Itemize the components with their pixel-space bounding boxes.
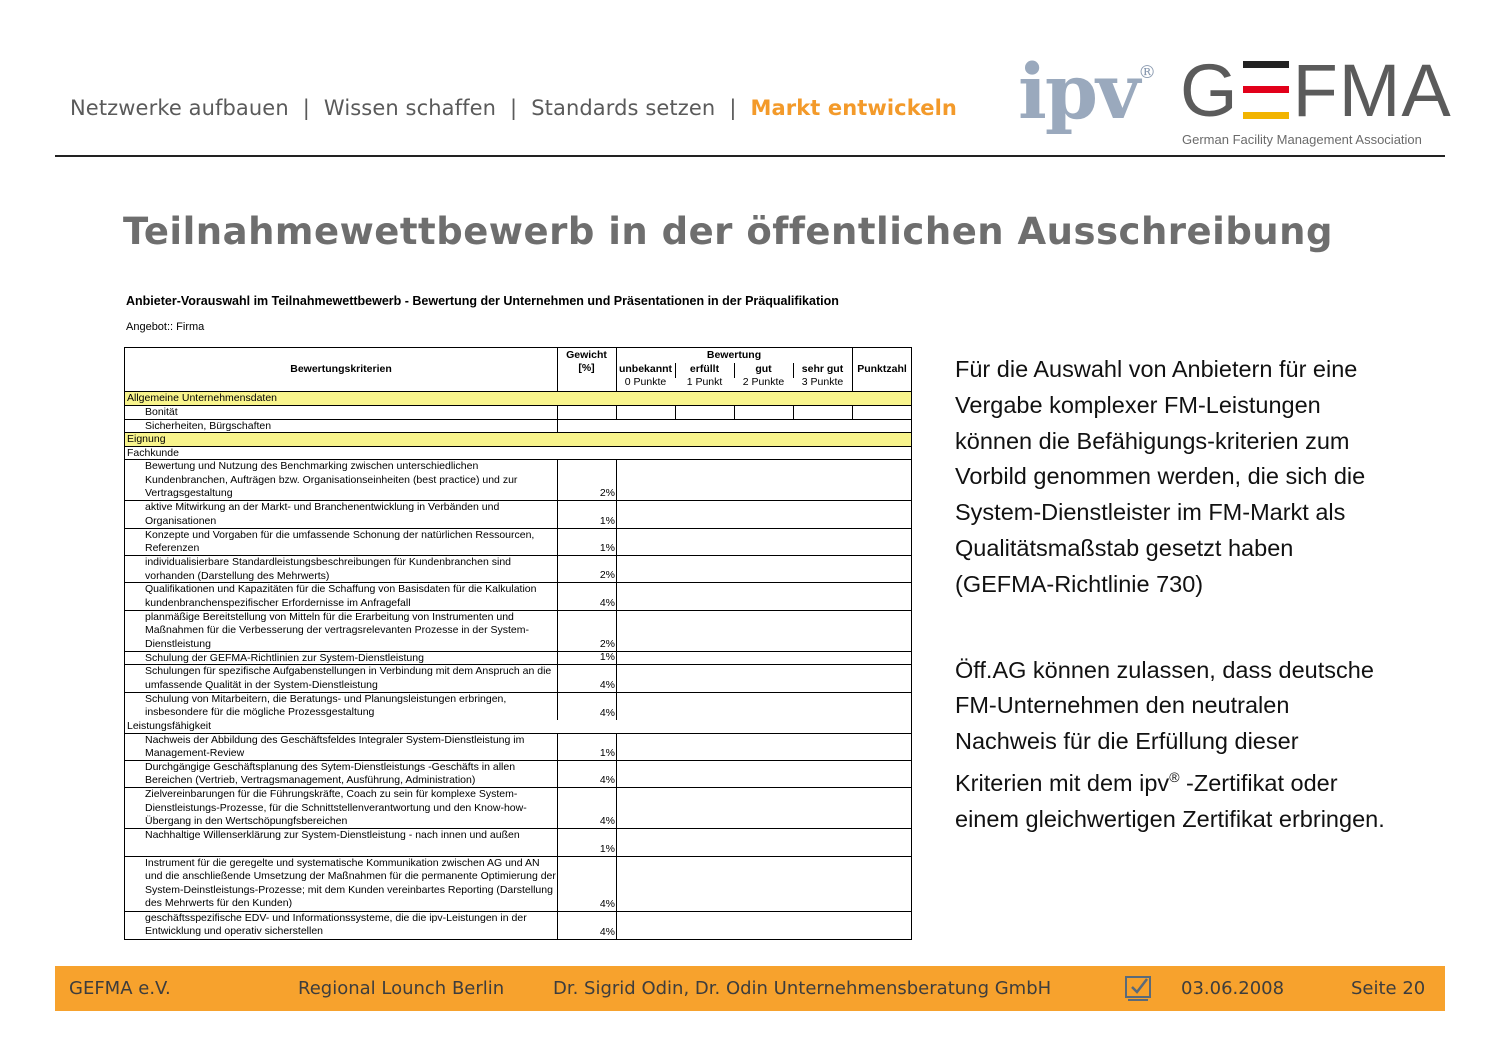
subsection-capability: Leistungsfähigkeit xyxy=(125,720,911,734)
footer-date: 03.06.2008 xyxy=(1181,978,1285,999)
footer-org: GEFMA e.V. xyxy=(69,978,171,999)
section-suitability: Eignung xyxy=(125,433,911,447)
evaluation-table xyxy=(124,347,912,940)
criterion-text: Instrument für die geregelte und systematische Kommunikation zwischen AG und AN und die anschließende Umsetzung der Maßnahmen für die permanente Optimierung der System-Deinstleistungs-Prozesse; mit dem Kunden vereinbartes Reporting (Darstellung des Mehrwerts für den Kunden) xyxy=(145,856,556,910)
checkbox-logo-icon xyxy=(1123,974,1153,1004)
table-row xyxy=(125,788,911,829)
header-very-good: sehr gut 3 Punkte xyxy=(801,363,844,388)
header-weight: Gewicht [%] xyxy=(566,349,607,374)
header-fulfilled: erfüllt 1 Punkt xyxy=(686,363,723,388)
header-criteria: Bewertungskriterien xyxy=(290,363,392,375)
section-general: Allgemeine Unternehmensdaten xyxy=(125,392,911,406)
criterion-text: Schulung der GEFMA-Richtlinien zur System-Dienstleistung xyxy=(145,651,424,664)
table-row xyxy=(125,665,911,693)
criterion-weight: 2% xyxy=(599,487,615,499)
nav-separator: | xyxy=(729,96,737,120)
table-header xyxy=(125,348,911,392)
table-row xyxy=(125,460,911,501)
footer-speaker: Dr. Sigrid Odin, Dr. Odin Unternehmensberatung GmbH xyxy=(553,978,1052,999)
criterion-text: planmäßige Bereitstellung von Mitteln für die Erarbeitung von Instrumenten und Maßnahmen für die Verbesserung der vertragsrelevanten Prozesse in der System-Dienstleistung xyxy=(145,610,530,650)
criterion-weight: 1% xyxy=(599,746,615,759)
tagline-nav xyxy=(70,96,957,120)
nav-item: Wissen schaffen xyxy=(323,96,497,120)
nav-separator: | xyxy=(302,96,310,120)
footer-page-number: Seite 20 xyxy=(1351,978,1426,999)
header-divider xyxy=(55,155,1445,157)
criterion-weight: 4% xyxy=(599,596,615,609)
criterion-weight: 4% xyxy=(599,774,615,786)
footer-event: Regional Lounch Berlin xyxy=(298,978,505,999)
footer-bar xyxy=(55,966,1445,1011)
criterion-weight: 1% xyxy=(599,651,615,663)
table-heading: Anbieter-Vorauswahl im Teilnahmewettbewerb - Bewertung der Unternehmen und Präsentationen in der Präqualifikation xyxy=(126,294,839,308)
criterion-text: Konzepte und Vorgaben für die umfassende Schonung der natürlichen Ressourcen, Referenzen xyxy=(145,528,535,555)
table-row xyxy=(125,829,911,857)
table-row xyxy=(125,912,911,939)
nav-item: Netzwerke aufbauen xyxy=(70,96,289,120)
criterion-text: Qualifikationen und Kapazitäten für die Schaffung von Basisdaten für die Kalkulation kundenbranchenspezifischer Erfordernisse im Anfragefall xyxy=(145,583,537,609)
nav-separator: | xyxy=(510,96,518,120)
header-score: Punktzahl xyxy=(857,363,907,375)
criterion-text: Zielvereinbarungen für die Führungskräfte, Coach zu sein für komplexe System-Dienstleistungs-Prozesse, für die Schnittstellenverantwortung und den Know-how-Übergang in den Wertschöpungfsbereichen xyxy=(145,788,527,828)
criterion-text: Nachweis der Abbildung des Geschäftsfeldes Integraler System-Dienstleistung im Management-Review xyxy=(145,733,525,760)
explanation-text xyxy=(955,352,1385,837)
criterion-weight: 1% xyxy=(599,542,615,554)
table-row xyxy=(125,693,911,721)
criterion-weight: 2% xyxy=(599,569,615,581)
gefma-subtitle: German Facility Management Association xyxy=(1182,132,1422,147)
criterion-text: aktive Mitwirkung an der Markt- und Branchenentwicklung in Verbänden und Organisationen xyxy=(145,501,500,527)
criterion-weight: 4% xyxy=(599,815,615,827)
criterion-weight: 2% xyxy=(599,637,615,650)
explanation-paragraph-1: Für die Auswahl von Anbietern für eine Vergabe komplexer FM-Leistungen können die Befähigungs-kriterien zum Vorbild genommen werden, die sich die System-Dienstleister im FM-Markt als Qualitätsmaßstab gesetzt haben (GEFMA-Richtlinie 730) xyxy=(955,356,1366,597)
criterion-text: individualisierbare Standardleistungsbeschreibungen für Kundenbranchen sind vorhanden (Darstellung des Mehrwerts) xyxy=(145,556,511,582)
table-row xyxy=(125,583,911,611)
slide-title: Teilnahmewettbewerb in der öffentlichen Ausschreibung xyxy=(123,210,1333,253)
nav-item-active: Markt entwickeln xyxy=(750,96,957,120)
criterion-weight: 4% xyxy=(599,897,615,910)
criterion-text: Schulung von Mitarbeitern, die Beratungs- und Planungsleistungen erbringen, insbesondere für die mögliche Prozessgestaltung xyxy=(145,692,507,719)
table-row xyxy=(125,529,911,557)
ipv-logo: ipv® xyxy=(1018,47,1157,136)
criterion-weight: 4% xyxy=(599,707,615,719)
header-rating: Bewertung xyxy=(706,349,762,361)
table-row xyxy=(125,611,911,652)
ipv-registered-mark: ® xyxy=(1138,62,1157,83)
explanation-paragraph-2: Öff.AG können zulassen, dass deutsche FM-Unternehmen den neutralen Nachweis für die Erfüllung dieser Kriterien mit dem ipv® -Zertifikat oder einem gleichwertigen Zertifikat erbringen. xyxy=(955,656,1385,832)
gefma-e-stripes-icon xyxy=(1243,61,1289,119)
header-good: gut 2 Punkte xyxy=(742,363,785,388)
criterion-weight: 4% xyxy=(599,925,615,938)
criterion-text: Durchgängige Geschäftsplanung des Sytem-Dienstleistungs -Geschäfts in allen Bereichen (Vertrieb, Vertragsmanagement, Ausführung, Administration) xyxy=(145,760,516,787)
criterion-weight: 1% xyxy=(599,842,615,855)
table-row xyxy=(125,734,911,761)
table-row xyxy=(125,501,911,529)
header-unknown: unbekannt 0 Punkte xyxy=(618,363,673,388)
criterion-text: Schulungen für spezifische Aufgabenstellungen in Verbindung mit dem Anspruch an die umfassende Qualität in der System-Dienstleistung xyxy=(145,665,552,691)
table-row: Sicherheiten, Bürgschaften xyxy=(125,420,911,434)
table-row xyxy=(125,761,911,789)
table-offer-label: Angebot:: Firma xyxy=(126,321,205,333)
criterion-weight: 1% xyxy=(599,514,615,527)
table-row xyxy=(125,652,911,666)
criterion-text: Nachhaltige Willenserklärung zur System-Dienstleistung - nach innen und außen xyxy=(145,829,520,841)
gefma-logo: G FMA xyxy=(1180,49,1452,132)
criterion-text: geschäftsspezifische EDV- und Informationssysteme, die die ipv-Leistungen in der Entwicklung und operativ sicherstellen xyxy=(145,911,527,938)
table-row xyxy=(125,556,911,583)
criterion-weight: 4% xyxy=(599,678,615,691)
nav-item: Standards setzen xyxy=(531,96,716,120)
subsection-expertise: Fachkunde xyxy=(125,447,911,461)
table-row xyxy=(125,857,911,912)
criterion-text: Bewertung und Nutzung des Benchmarking zwischen unterschiedlichen Kundenbranchen, Aufträgen bzw. Organisationseinheiten (best practice) und zur Vertragsgestaltung xyxy=(145,460,518,500)
table-row: Bonität xyxy=(125,406,911,420)
